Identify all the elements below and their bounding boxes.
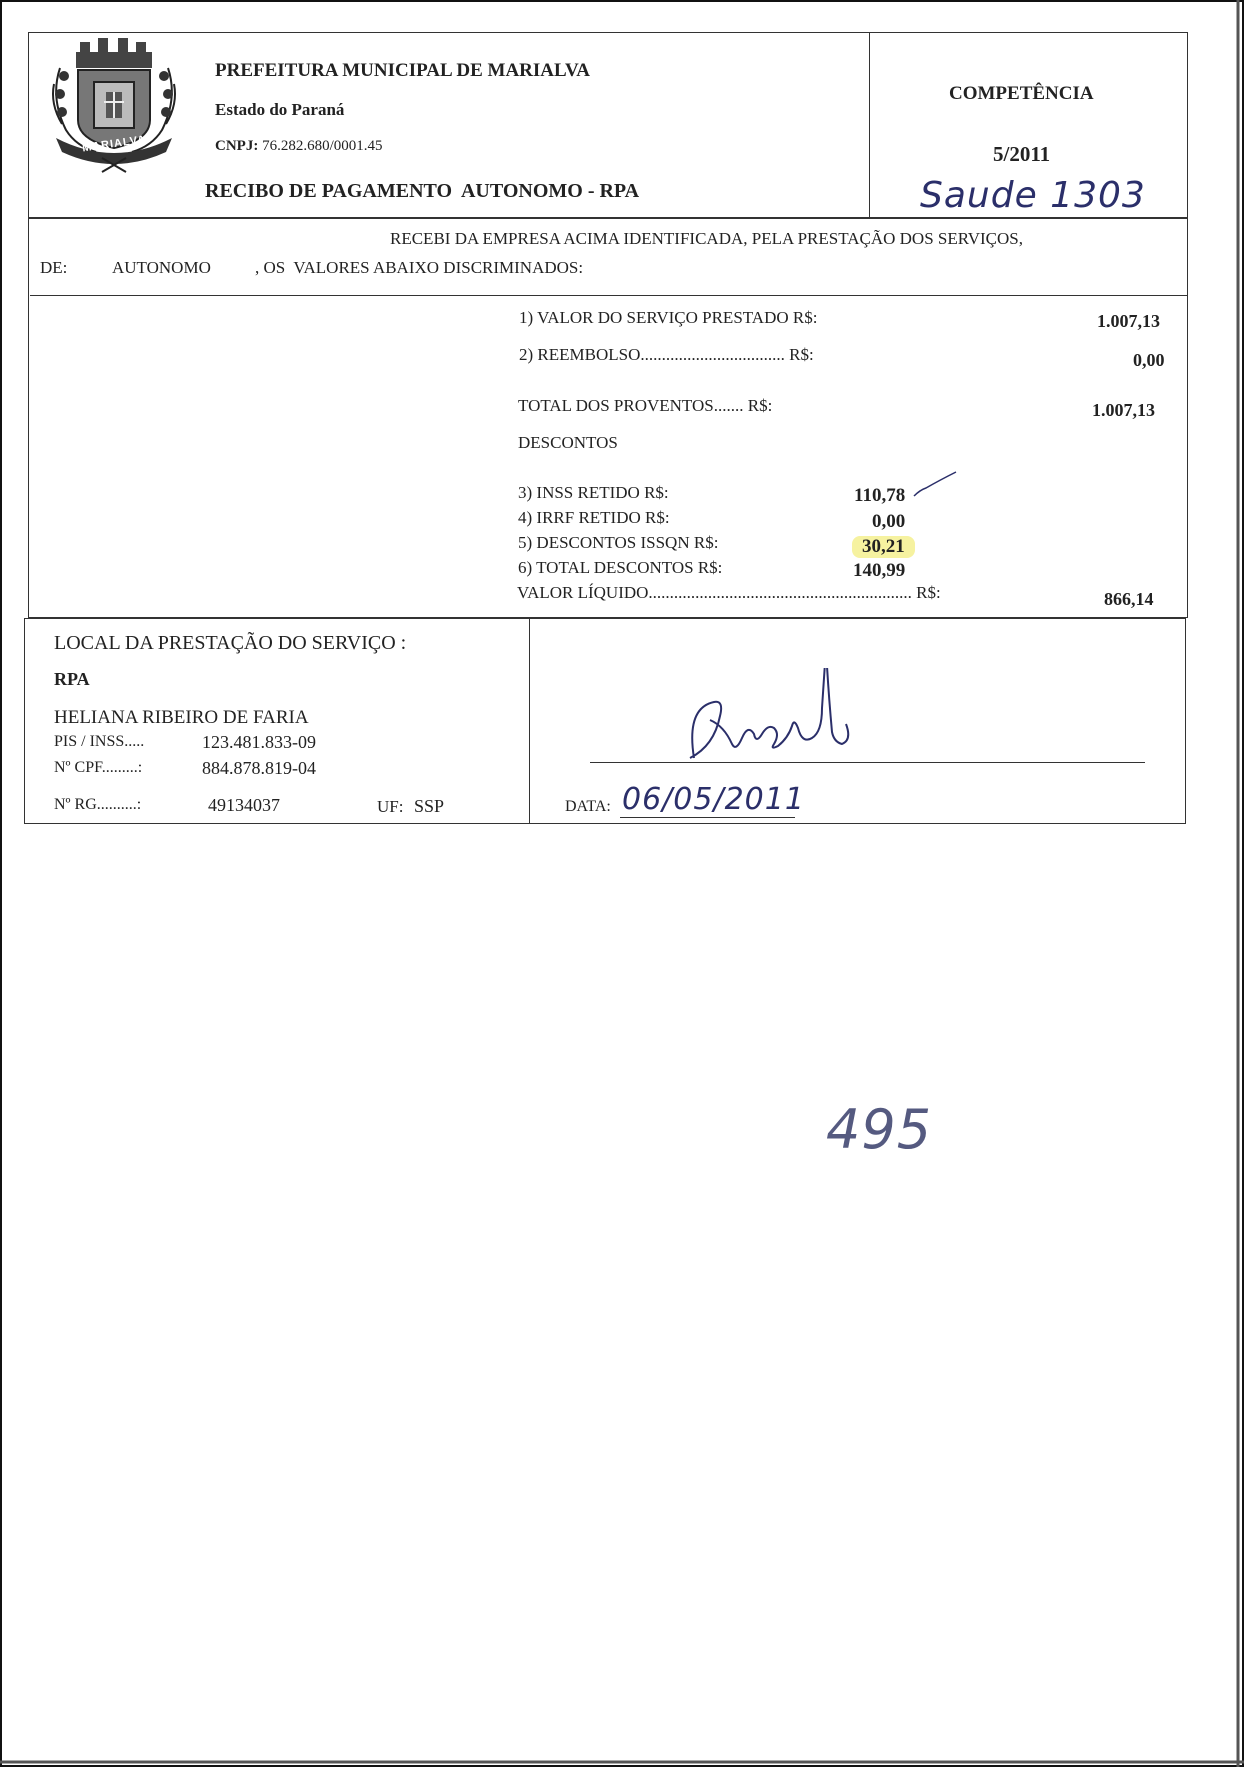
uf-label: UF: <box>377 797 404 816</box>
data-underline <box>620 817 795 818</box>
rg-label: Nº RG..........: <box>54 796 142 813</box>
servico-value: 1.007,13 <box>1097 311 1160 331</box>
descontos-label: DESCONTOS <box>518 433 618 452</box>
valor-liquido-label: VALOR LÍQUIDO.............................................................. R$: <box>517 583 941 602</box>
inss-value: 110,78 <box>854 485 906 506</box>
issqn-label: 5) DESCONTOS ISSQN R$: <box>518 533 719 552</box>
issuer-name: PREFEITURA MUNICIPAL DE MARIALVA <box>215 60 590 81</box>
municipal-crest-icon <box>46 34 182 174</box>
irrf-value: 0,00 <box>872 511 906 532</box>
total-descontos-value: 140,99 <box>853 560 906 581</box>
de-label: DE: <box>40 258 68 277</box>
cpf-label: Nº CPF.........: <box>54 759 143 776</box>
cnpj-value: 76.282.680/0001.45 <box>262 138 383 154</box>
reembolso-value: 0,00 <box>1133 350 1165 370</box>
provider-name: HELIANA RIBEIRO DE FARIA <box>54 707 309 728</box>
checkmark-icon <box>912 470 958 500</box>
total-descontos-label: 6) TOTAL DESCONTOS R$: <box>518 558 723 577</box>
reembolso-label: 2) REEMBOLSO.................................. R$: <box>519 345 814 364</box>
issqn-value-highlighted: 30,21 <box>852 536 915 558</box>
declaration-line-2: , OS VALORES ABAIXO DISCRIMINADOS: <box>255 258 584 277</box>
page-number-annotation: 495 <box>826 1098 933 1161</box>
total-proventos-value: 1.007,13 <box>1092 400 1155 420</box>
uf-value: SSP <box>414 796 445 816</box>
total-proventos-label: TOTAL DOS PROVENTOS....... R$: <box>518 396 773 415</box>
provider-divider <box>529 618 530 824</box>
data-label: DATA: <box>565 798 611 815</box>
state-name: Estado do Paraná <box>215 100 345 119</box>
irrf-label: 4) IRRF RETIDO R$: <box>518 508 670 527</box>
valor-liquido-value: 866,14 <box>1104 589 1154 609</box>
competencia-label: COMPETÊNCIA <box>949 83 1094 104</box>
local-value: RPA <box>54 669 90 689</box>
pis-label: PIS / INSS..... <box>54 733 145 750</box>
document-title: RECIBO DE PAGAMENTO AUTONOMO - RPA <box>205 180 640 202</box>
pis-value: 123.481.833-09 <box>202 732 316 752</box>
declaration-line-1: RECEBI DA EMPRESA ACIMA IDENTIFICADA, PELA PRESTAÇÃO DOS SERVIÇOS, <box>390 229 1023 248</box>
cnpj-line <box>215 138 383 155</box>
header-divider <box>869 32 870 218</box>
rg-value: 49134037 <box>208 795 280 815</box>
data-value: 06/05/2011 <box>622 782 805 817</box>
inss-label: 3) INSS RETIDO R$: <box>518 483 669 502</box>
local-label: LOCAL DA PRESTAÇÃO DO SERVIÇO : <box>54 632 407 654</box>
crest-banner-text: MARIALVA <box>81 133 147 155</box>
handwritten-note: Saude 1303 <box>920 175 1146 216</box>
cnpj-label: CNPJ: <box>215 138 259 154</box>
servico-label: 1) VALOR DO SERVIÇO PRESTADO R$: <box>519 308 818 327</box>
de-value: AUTONOMO <box>112 258 211 277</box>
cpf-value: 884.878.819-04 <box>202 758 316 778</box>
handwritten-signature <box>680 668 880 778</box>
values-top-rule <box>30 295 1188 296</box>
competencia-value: 5/2011 <box>993 142 1051 166</box>
